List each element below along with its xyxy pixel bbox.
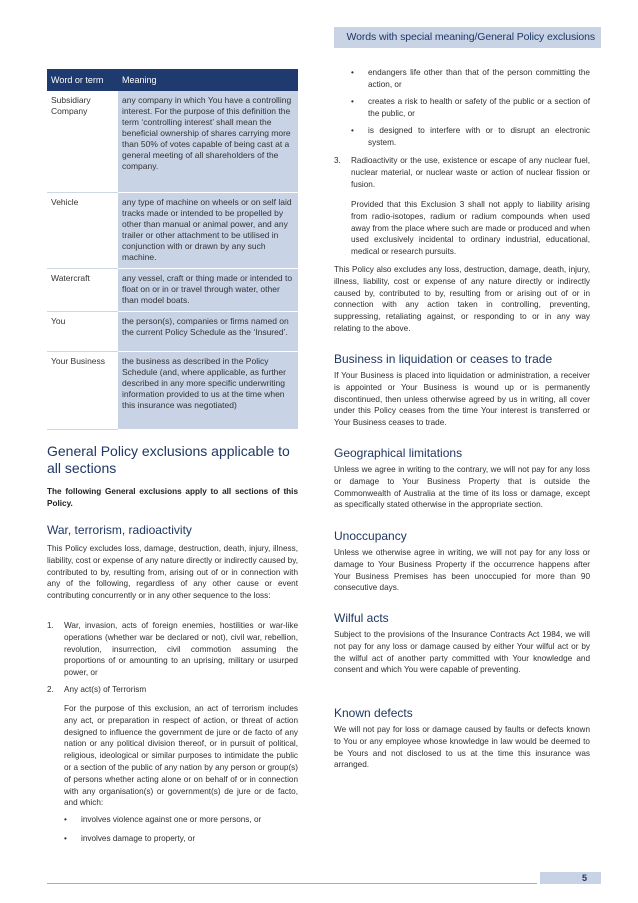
terrorism-definition: For the purpose of this exclusion, an act of terrorism includes any act, or preparation in respect of action, or threat of action designed to influence the government de jure or de facto of any nation or any political division thereof, or in pursuit of political, religious, ideological or similar purposes to intimidate the public or a section of the public of any nation by any person or group(s) of persons whether acting alone or on behalf of or in connection with any organisation(s) or government(s) de jure or de facto, and which: bbox=[64, 704, 298, 808]
term-cell: Subsidiary Company bbox=[47, 91, 118, 192]
table-row bbox=[47, 91, 298, 192]
geographical-heading: Geographical limitations bbox=[334, 446, 463, 460]
item3-number: 3. bbox=[334, 156, 341, 165]
wilful-acts-text: Subject to the provisions of the Insurance Contracts Act 1984, we will not pay for any loss or damage caused by either Your wilful act or by the wilful act of another party committed with Your knowledge and consent and which You were capable of preventing. bbox=[334, 630, 590, 675]
page-number: 5 bbox=[581, 873, 587, 883]
meaning-cell: the person(s), companies or firms named on the current Policy Schedule as the ‘Insured’. bbox=[118, 311, 298, 351]
bullet-item: creates a risk to health or safety of the public or a section of the public, or bbox=[368, 97, 590, 118]
col-term-header: Word or term bbox=[47, 69, 118, 91]
unoccupancy-text: Unless we otherwise agree in writing, we will not pay for any loss or damage to Your Business Property if the occurrence happens after Your Business Premises has been unoccupied for more than 90 consecutive days. bbox=[334, 548, 590, 593]
term-cell: Vehicle bbox=[47, 192, 118, 268]
table-header-row bbox=[47, 69, 298, 91]
intro-text: The following General exclusions apply to all sections of this Policy. bbox=[47, 487, 298, 508]
header-title: Words with special meaning/General Policy exclusions bbox=[346, 31, 595, 43]
war-heading: War, terrorism, radioactivity bbox=[47, 523, 192, 537]
bullet-dot: • bbox=[64, 834, 67, 843]
col-meaning-header: Meaning bbox=[118, 69, 298, 91]
meaning-cell: any company in which You have a controlling interest. For the purpose of this definition the term ‘controlling interest’ shall mean the beneficial ownership of shares carrying more than 50% of votes capable of being cast at a general meeting of all shareholders of the company. bbox=[118, 91, 298, 192]
item2-number: 2. bbox=[47, 685, 54, 694]
item1-text: War, invasion, acts of foreign enemies, hostilities or war-like operations (whether war be declared or not), civil war, rebellion, revolution, insurrection, civil commotion assuming the proportions of or amounting to an uprising, military or usurped power, or bbox=[64, 621, 298, 678]
term-cell: You bbox=[47, 311, 118, 351]
item2-text: Any act(s) of Terrorism bbox=[64, 685, 147, 694]
page-number-box bbox=[540, 872, 601, 884]
footer-rule bbox=[47, 883, 537, 884]
table-row bbox=[47, 351, 298, 429]
header-bar bbox=[334, 27, 601, 48]
item3-proviso: Provided that this Exclusion 3 shall not apply to liability arising from radio-isotopes, radium or radium compounds when used away from the place where such are made or produced and when used exclusively incidental to ordinary industrial, educational, medical or research pursuits. bbox=[351, 200, 590, 257]
item1-number: 1. bbox=[47, 621, 54, 630]
unoccupancy-heading: Unoccupancy bbox=[334, 529, 407, 543]
known-defects-text: We will not pay for loss or damage caused by faults or defects known to You or any employee whose knowledge in law would be deemed to be Yours and not disclosed to us at the time this insurance was arranged. bbox=[334, 725, 590, 770]
bullet-dot: • bbox=[351, 97, 354, 106]
bullet-dot: • bbox=[351, 126, 354, 135]
liquidation-text: If Your Business is placed into liquidation or administration, a receiver is appointed or Your Business is wound up or is permanently discontinued, then unless otherwise agreed by us in writing, all cover under this Policy ceases from the time Your interest is transferred or Your Business ceases to trade. bbox=[334, 371, 590, 428]
term-cell: Your Business bbox=[47, 351, 118, 429]
liquidation-heading: Business in liquidation or ceases to trade bbox=[334, 352, 553, 366]
bullet-item: involves violence against one or more persons, or bbox=[81, 815, 262, 824]
bullet-item: endangers life other than that of the person committing the action, or bbox=[368, 68, 590, 89]
known-defects-heading: Known defects bbox=[334, 706, 413, 720]
term-cell: Watercraft bbox=[47, 268, 118, 311]
meaning-cell: any type of machine on wheels or on self laid tracks made or intended to be propelled by other than manual or animal power, and any trailer or other attachment to be utilised in conjunction with or drawn by any such machine. bbox=[118, 192, 298, 268]
bullet-item: is designed to interfere with or to disrupt an electronic system. bbox=[368, 126, 590, 147]
item3-text: Radioactivity or the use, existence or escape of any nuclear fuel, nuclear material, or nuclear waste or action of nuclear fission or fusion. bbox=[351, 156, 590, 189]
wilful-acts-heading: Wilful acts bbox=[334, 611, 389, 625]
definitions-table bbox=[47, 69, 298, 430]
bullet-dot: • bbox=[64, 815, 67, 824]
war-text: This Policy excludes loss, damage, destruction, death, injury, illness, liability, cost or expense of any nature directly or indirectly caused by, contributed to by, resulting from, arising out of or in connection with any of the following, regardless of any other cause or event contributing concurrently or in any other sequence to the loss: bbox=[47, 544, 298, 601]
geographical-text: Unless we agree in writing to the contrary, we will not pay for any loss or damage to Your Business Property that is outside the Commonwealth of Australia at the time of its loss or damage, except as specifically stated otherwise in the appropriate section. bbox=[334, 465, 590, 510]
meaning-cell: the business as described in the Policy Schedule (and, where applicable, as further described in any more specific underwriting information provided to us at the time when this insurance was negotiated) bbox=[118, 351, 298, 429]
table-row bbox=[47, 268, 298, 311]
bullet-dot: • bbox=[351, 68, 354, 77]
meaning-cell: any vessel, craft or thing made or intended to float on or in or travel through water, other than model boats. bbox=[118, 268, 298, 311]
table-row bbox=[47, 311, 298, 351]
table-row bbox=[47, 192, 298, 268]
bullet-item: involves damage to property, or bbox=[81, 834, 196, 843]
also-excludes-text: This Policy also excludes any loss, destruction, damage, death, injury, illness, liability, cost or expense of any nature directly or indirectly caused by, contributed to by, resulting from or arising out of or in connection with any action taken in controlling, preventing, suppressing, retaliating against, or responding to or in any way relating to the above. bbox=[334, 265, 590, 333]
section-heading-general-exclusions: General Policy exclusions applicable to all sections bbox=[47, 443, 290, 476]
